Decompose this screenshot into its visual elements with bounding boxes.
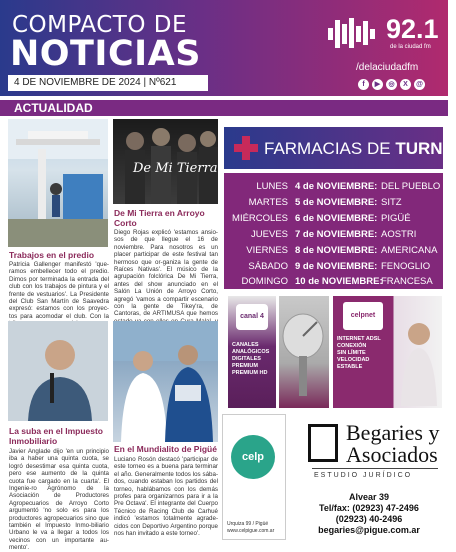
- header-banner: [0, 0, 448, 96]
- canal4-line4: PREMIUM: [232, 363, 258, 369]
- pharmacy-name: PIGÜÉ: [381, 213, 411, 224]
- begaries-address: Alvear 39: [348, 492, 390, 502]
- pharmacy-name: FENOGLIO: [381, 261, 431, 272]
- begaries-email[interactable]: begaries@pigue.com.ar: [318, 525, 420, 535]
- celp-web: www.celpigue.com.ar: [227, 528, 275, 534]
- canal4-line2: ANALÓGICOS: [232, 349, 270, 355]
- begaries-phone1: Tel/fax: (02923) 47-2496: [319, 503, 419, 513]
- facebook-icon[interactable]: f: [358, 79, 369, 90]
- celpnet-line1: INTERNET ADSL: [337, 336, 381, 342]
- threads-icon[interactable]: @: [414, 79, 425, 90]
- band-logo-text: De Mi Tierra: [133, 161, 218, 176]
- celp-logo: celp: [231, 435, 275, 479]
- ad-canal4[interactable]: [228, 296, 276, 408]
- predio-illustration: [8, 119, 108, 247]
- pharmacy-title-bold: TURNO: [395, 139, 456, 158]
- pharmacy-date: 10 de NOVIEMBRE:: [295, 276, 383, 287]
- ad-celp[interactable]: [222, 414, 286, 540]
- x-icon[interactable]: X: [400, 79, 411, 90]
- canal4-logo: canal 4: [236, 304, 268, 330]
- celpnet-line4: VELOCIDAD: [337, 357, 370, 363]
- pharmacy-day: DOMINGO: [241, 276, 288, 287]
- pharmacy-name: AMERICANA: [381, 245, 438, 256]
- pharmacy-row: [224, 261, 443, 276]
- pharmacy-schedule: [224, 173, 443, 289]
- pharmacy-header: [224, 127, 456, 169]
- issue-date: 4 DE NOVIEMBRE DE 2024 | Nº621: [8, 75, 208, 91]
- pharmacy-date: 5 de NOVIEMBRE:: [295, 197, 378, 208]
- begaries-contact: [294, 492, 444, 536]
- pharmacy-row: [224, 197, 443, 212]
- team-illustration: [113, 321, 218, 442]
- article-title-de-mi-tierra: De Mi Tierra en Arroyo Corto: [114, 208, 205, 228]
- pharmacy-row: [224, 181, 443, 196]
- celpnet-line5: ESTABLE: [337, 364, 363, 370]
- social-icons: [358, 79, 425, 90]
- pharmacy-title: [264, 139, 456, 159]
- canal4-line3: DIGITALES: [232, 356, 261, 362]
- ad-celpnet[interactable]: [333, 296, 442, 408]
- pharmacy-name: SITZ: [381, 197, 402, 208]
- article-photo-impuesto: [8, 321, 108, 421]
- pharmacy-day: MIÉRCOLES: [232, 213, 288, 224]
- article-body-impuesto: Javier Anglade dijo 'en un principio iba a haber una quinta cuota, se logró desestimar esa quinta cuota, pero ese aumento de la quinta cuota fue cargado en la cuarta'. El Ingenie-ro Agrónomo de la Asociación de Productores Agropecuarios de Arroyo Corto argumentó 'no solo es para los productores agropecuarios sino que también el Impuesto Inmo-biliario Urbano le va a llegar a todos los vecinos con un importante au-mento'.: [9, 448, 109, 552]
- celpnet-line3: SIN LÍMITE: [337, 350, 366, 356]
- pharmacy-date: 7 de NOVIEMBRE:: [295, 229, 378, 240]
- pharmacy-row: [224, 276, 443, 291]
- logo-tagline: de la ciudad fm: [390, 44, 431, 50]
- article-title-mundialito: En el Mundialito de Pigüé: [114, 444, 217, 454]
- pharmacy-day: LUNES: [256, 181, 288, 192]
- speaker-illustration: [8, 321, 108, 421]
- article-photo-mundialito: [113, 321, 218, 442]
- begaries-logo-icon: [308, 424, 338, 462]
- satellite-dish-icon: [279, 296, 329, 408]
- ad-begaries[interactable]: [294, 414, 444, 540]
- article-body-predio: Patricia Gallenger manifestó 'que-ramos embellecer todo el predio. Dimos por terminada la entrada del club con los trabajos de pintura y el frente de vestuarios'. La Presidente del Club San Martín de Saavedra expresó: estamos con los proyec-tos para acomodar el club. Con la: [9, 261, 109, 320]
- pharmacy-date: 9 de NOVIEMBRE:: [295, 261, 378, 272]
- article-photo-predio: [8, 119, 108, 247]
- pharmacy-date: 4 de NOVIEMBRE:: [295, 181, 378, 192]
- pharmacy-cross-icon: [234, 136, 258, 160]
- article-photo-de-mi-tierra: [113, 119, 218, 204]
- pharmacy-name: AOSTRI: [381, 229, 417, 240]
- equalizer-bars-icon: [328, 18, 382, 48]
- header-title-line2: NOTICIAS: [10, 34, 201, 74]
- pharmacy-day: SÁBADO: [248, 261, 288, 272]
- begaries-phone2: (02923) 40-2496: [335, 514, 403, 524]
- pharmacy-name: FRANCESA: [381, 276, 433, 287]
- pharmacy-row: [224, 229, 443, 244]
- canal4-line5: PREMIUM HD: [232, 370, 268, 376]
- pharmacy-day: VIERNES: [246, 245, 288, 256]
- ad-antenna[interactable]: [279, 296, 329, 408]
- logo-frequency: 92.1: [386, 14, 439, 44]
- article-body-mundialito: Luciano Rosón destacó 'participar de este torneo es a buena para terminar el año. Generalmente todos los sába-dos, cuando estaban los partidos del torneo, hablábamos con los demás profes para organizarnos para ir a la Pre Octava'. El integrante del Cuerpo Técnico de Racing Club de Carhué indicó 'estamos totalmente agrade-cidos con Deportivo Argentino porque nos han invitado a este torneo'.: [114, 456, 218, 538]
- pharmacy-day: MARTES: [248, 197, 288, 208]
- instagram-icon[interactable]: ◎: [386, 79, 397, 90]
- celpnet-logo: celpnet: [343, 302, 383, 330]
- article-title-impuesto: La suba en el Impuesto Inmobiliario: [9, 426, 103, 446]
- celp-address: Urquiza 99 / Pigüé: [227, 521, 269, 527]
- section-label: ACTUALIDAD: [0, 100, 448, 116]
- pharmacy-name: DEL PUEBLO: [381, 181, 441, 192]
- youtube-icon[interactable]: ▶: [372, 79, 383, 90]
- pharmacy-title-light: FARMACIAS DE: [264, 139, 391, 158]
- header-title-line1: COMPACTO DE: [12, 12, 188, 38]
- canal4-line1: CANALES: [232, 342, 259, 348]
- pharmacy-row: [224, 213, 443, 228]
- begaries-divider: [312, 468, 438, 469]
- pharmacy-row: [224, 245, 443, 260]
- article-title-predio: Trabajos en el predio: [9, 250, 95, 260]
- pharmacy-day: JUEVES: [251, 229, 288, 240]
- begaries-name-line2: Asociados: [346, 442, 438, 467]
- social-handle[interactable]: /delaciudadfm: [356, 62, 419, 73]
- article-body-de-mi-tierra: Diego Rojas explicó 'estamos ansio-sos de que llegue el 16 de noviembre. Para nosotros es un placer participar de este festival tan hermoso que or-ganiza la gente de Raíces Nativas'. El músico de la agrupación folclórica De Mi Tierra, antes del show anunciado en el Salón La Unión de Arroyo Corto, agregó 'vamos a compartir escenario con la gente de Tikey'ra, de Cantoras, de ARTIMUSA que hemos: [114, 229, 218, 318]
- pharmacy-date: 8 de NOVIEMBRE:: [295, 245, 378, 256]
- celpnet-line2: CONEXIÓN: [337, 343, 367, 349]
- begaries-subtitle: ESTUDIO JURÍDICO: [314, 472, 413, 479]
- begaries-name-line1: Begaries y: [346, 420, 440, 445]
- woman-with-headset-illustration: [397, 316, 439, 406]
- pharmacy-date: 6 de NOVIEMBRE:: [295, 213, 378, 224]
